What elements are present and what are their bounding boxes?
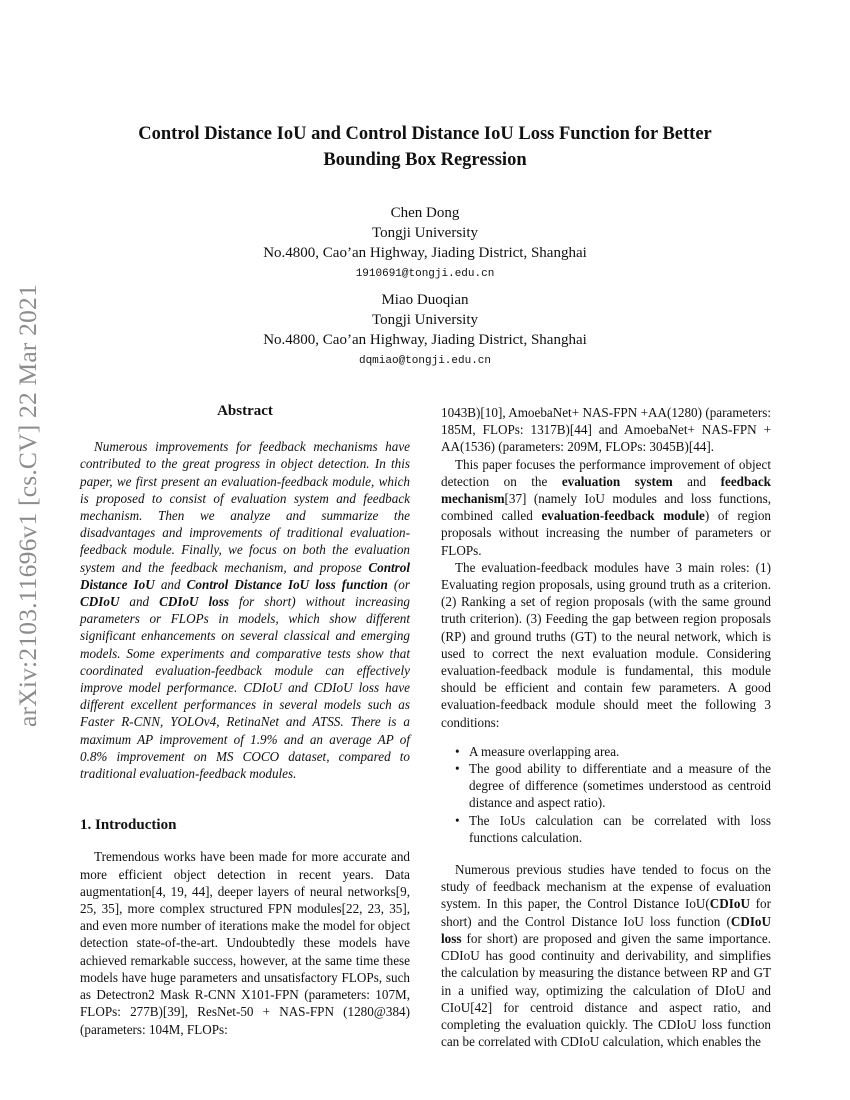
author-name: Chen Dong <box>390 205 460 221</box>
focus-paragraph: This paper focuses the performance improvement of object detection on the evaluation system and feedback mechanism[37] (namely IoU modules and loss functions, combined called evaluation-feedback module) of region proposals without increasing the number of parameters or FLOPs. <box>441 456 772 558</box>
abstract-text: Numerous improvements for feedback mechanisms have contributed to the great progress in object detection. In this paper, we first present an evaluation-feedback module, which is proposed to consist of evaluation system and feedback mechanism. Then we analyze and summarize the disadvantages and improvements of traditional evaluation-feedback module. Finally, we focus on both the evaluation system and the feedback mechanism, and propose Control Distance IoU and Control Distance IoU loss function (or CDIoU and CDIoU loss for short) without increasing parameters or FLOPs in models, which show different significant enhancements on several classical and emerging models. Some experiments and comparative tests show that coordinated evaluation-feedback module can effectively improve model performance. CDIoU and CDIoU loss have different excellent performances in several models such as Faster R-CNN, YOLOv4, RetinaNet and ATSS. There is a maximum AP improvement of 1.9% and an average AP of 0.8% improvement on MS COCO dataset, compared to traditional evaluation-feedback modules. <box>80 439 410 782</box>
author-block-1 <box>80 203 770 285</box>
title-line-2: Bounding Box Regression <box>323 150 527 170</box>
list-item: • The good ability to differentiate and a measure of the degree of difference (sometimes understood as centroid distance and aspect ratio). <box>441 760 771 812</box>
right-column <box>441 404 771 1050</box>
author-address: No.4800, Cao’an Highway, Jiading District, Shanghai <box>263 245 587 261</box>
author-name: Miao Duoqian <box>381 292 469 308</box>
roles-paragraph: The evaluation-feedback modules have 3 main roles: (1) Evaluating region proposals, using ground truth as a criterion. (2) Ranking a set of region proposals (with the same ground truth criterion). (3) Feeding the gap between region proposals (RP) and ground truths (GT) to the neural network, which is used to correct the next evaluation module. Considering evaluation-feedback module is fundamental, this module should be efficient and contain few parameters. A good evaluation-feedback module should meet the following 3 conditions: <box>441 559 771 730</box>
list-item: • The IoUs calculation can be correlated with loss functions calculation. <box>441 812 771 846</box>
author-email[interactable]: dqmiao@tongji.edu.cn <box>358 355 492 367</box>
author-block-2 <box>80 290 770 372</box>
continued-paragraph: 1043B)[10], AmoebaNet+ NAS-FPN +AA(1280) (parameters: 185M, FLOPs: 1317B)[44] and AmoebaNet+ NAS-FPN + AA(1536) (parameters: 209M, FLOPs: 3045B)[44]. <box>441 405 771 455</box>
title-line-1: Control Distance IoU and Control Distance IoU Loss Function for Better <box>138 124 712 144</box>
abstract-heading: Abstract <box>217 403 273 419</box>
author-email[interactable]: 1910691@tongji.edu.cn <box>355 268 495 280</box>
introduction-paragraph: Tremendous works have been made for more accurate and more efficient object detection in recent years. Data augmentation[4, 19, 44], deeper layers of neural networks[9, 25, 35], more complex structured FPN modules[22, 23, 35], and even more number of iterations make the model for object detection state-of-the-art. Undoubtedly these models have achieved remarkable success, however, at the same time these models have huge parameters and unsatisfactory FLOPs, such as Detectron2 Mask R-CNN X101-FPN (parameters: 107M, FLOPs: 277B)[39], ResNet-50 + NAS-FPN (1280@384) (parameters: 104M, FLOPs: <box>80 849 410 1037</box>
author-affiliation: Tongji University <box>371 225 479 241</box>
introduction-heading: 1. Introduction <box>80 817 177 834</box>
conditions-list <box>441 743 771 846</box>
author-address: No.4800, Cao’an Highway, Jiading District, Shanghai <box>263 332 587 348</box>
list-item: • A measure overlapping area. <box>441 743 771 760</box>
paper-title <box>80 121 770 173</box>
author-affiliation: Tongji University <box>371 312 479 328</box>
left-column <box>80 403 410 1038</box>
arxiv-stamp: arXiv:2103.11696v1 [cs.CV] 22 Mar 2021 <box>13 284 42 727</box>
cdiou-paragraph: Numerous previous studies have tended to focus on the study of feedback mechanism at the expense of evaluation system. In this paper, the Control Distance IoU(CDIoU for short) and the Control Distance IoU loss function (CDIoU loss for short) are proposed and given the same importance. CDIoU has good continuity and derivability, and simplifies the calculation by measuring the distance between RP and GT in a unified way, optimizing the calculation of DIoU and CIoU[42] for centroid distance and aspect ratio, and completing the evaluation quickly. The CDIoU loss function can be correlated with CDIoU calculation, which enables the <box>441 862 771 1050</box>
